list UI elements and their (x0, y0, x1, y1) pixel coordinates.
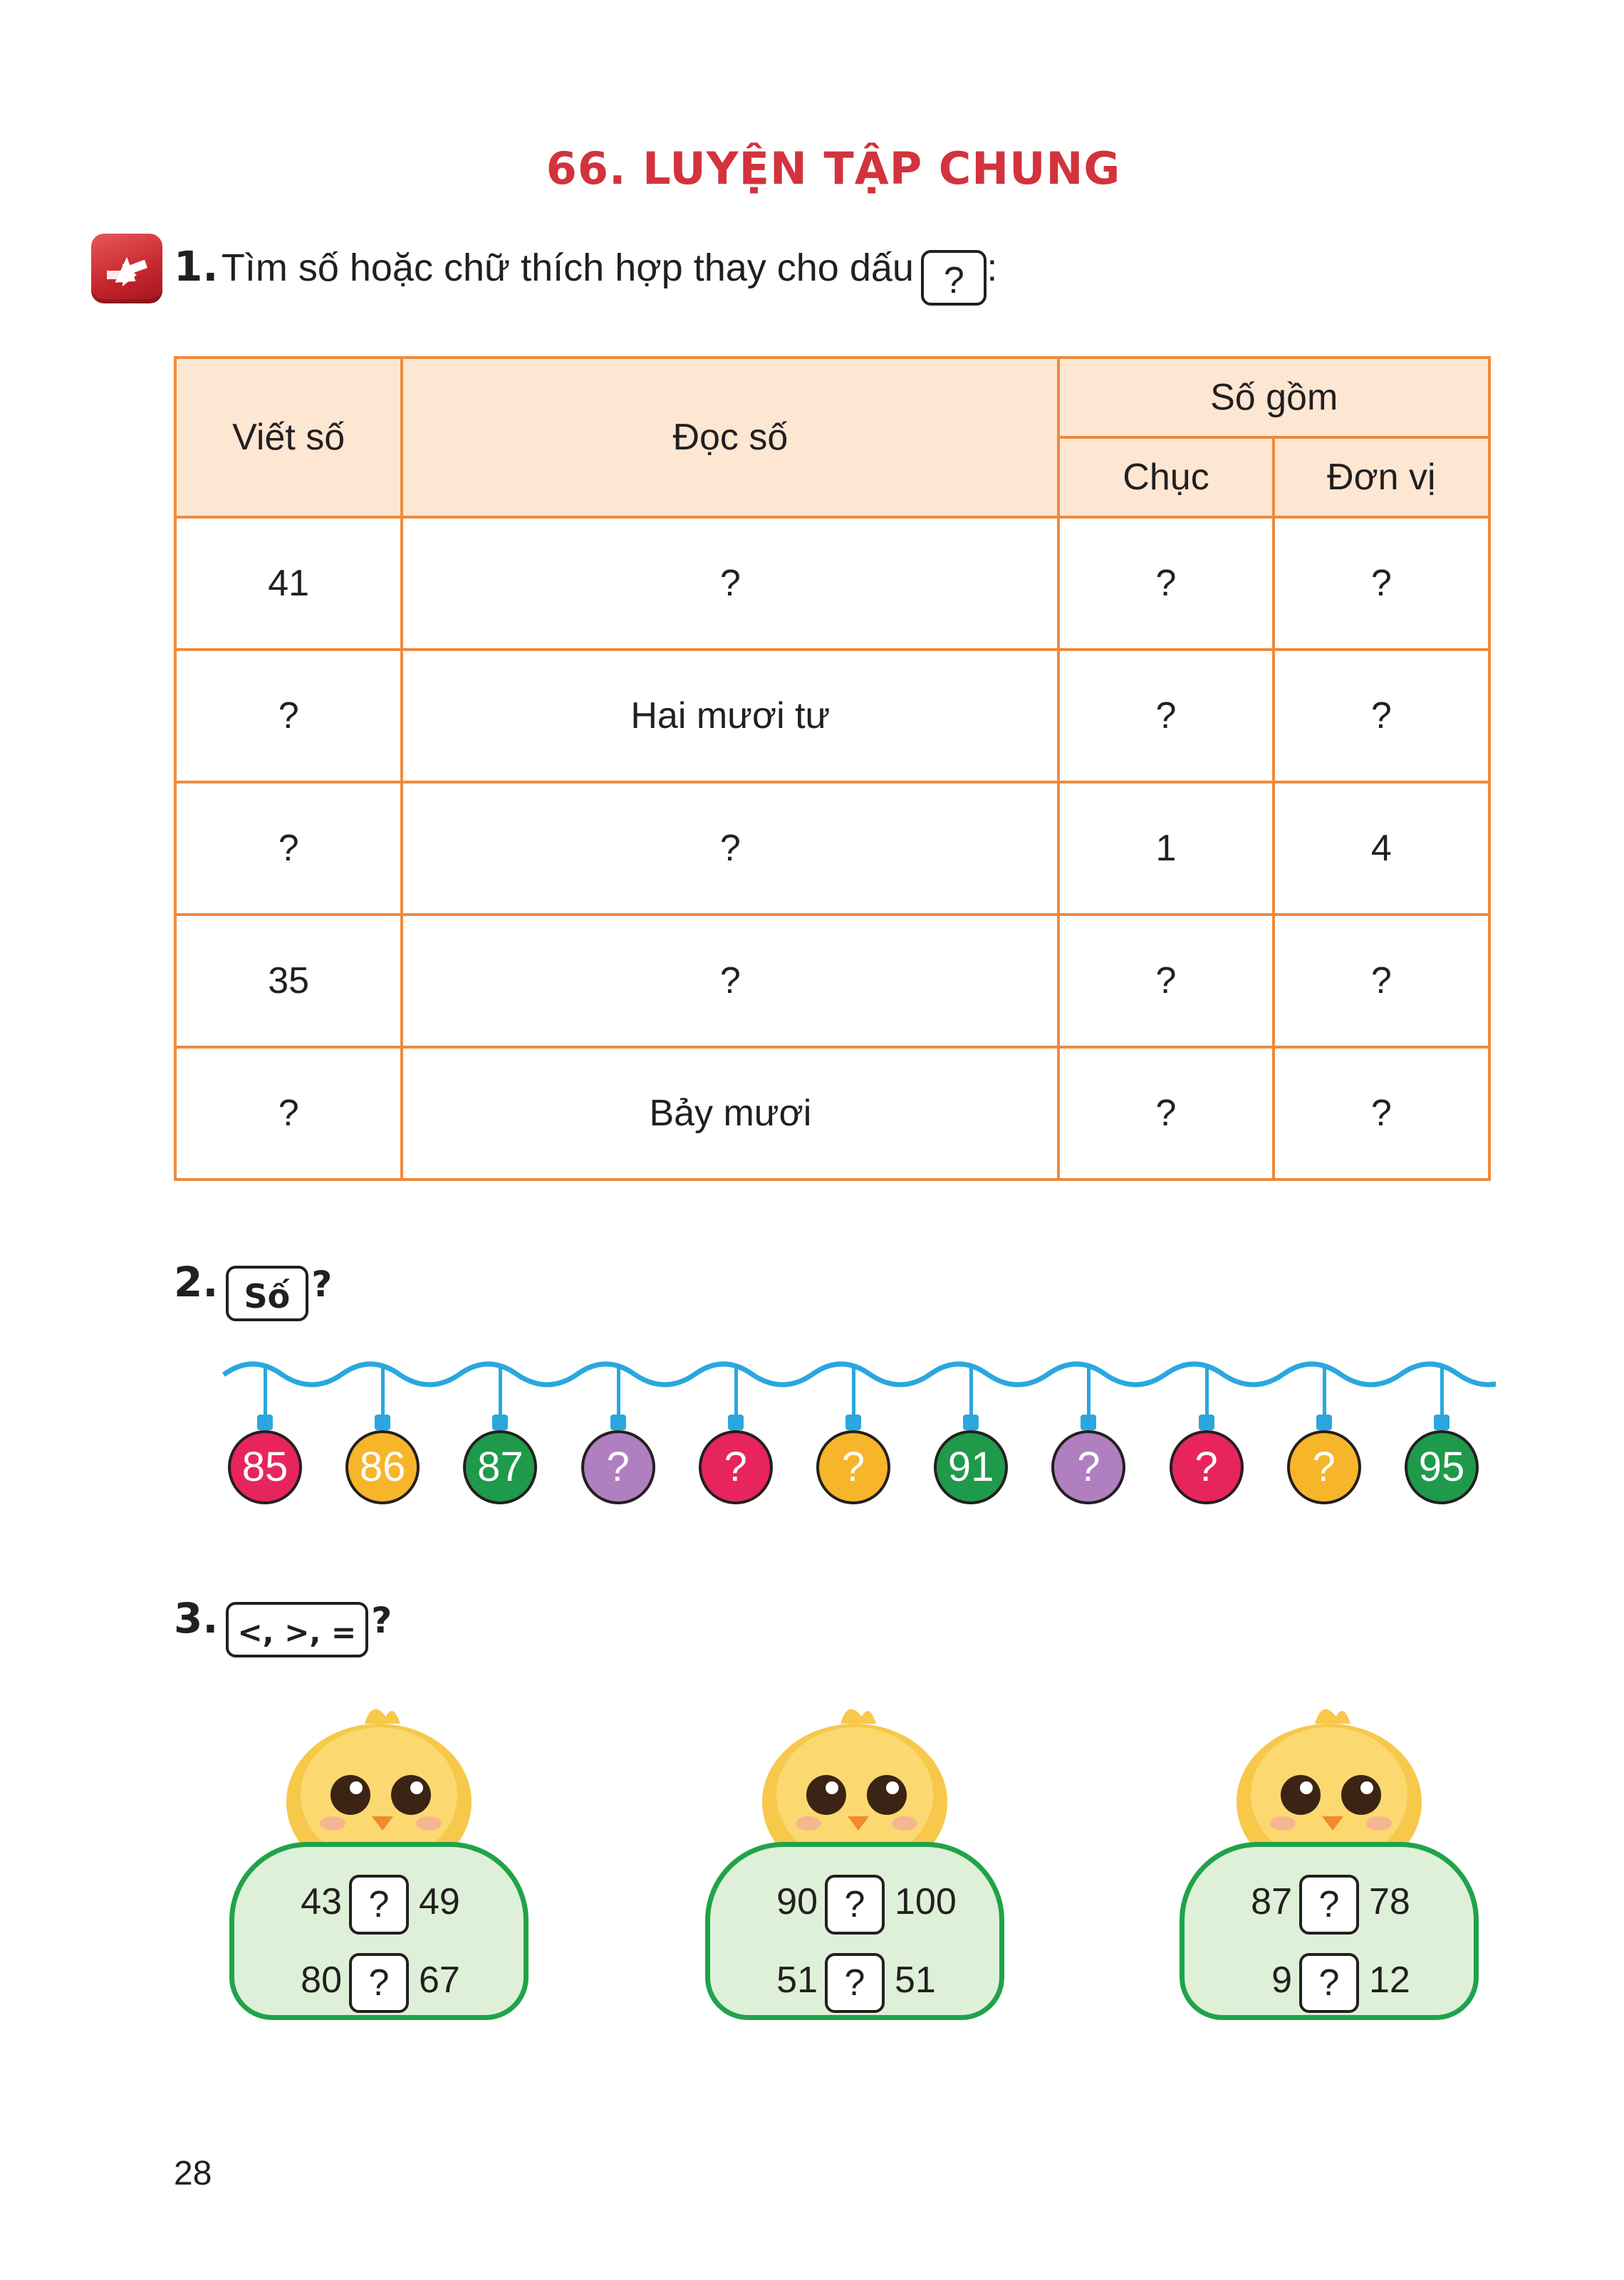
bulb-cap (257, 1415, 273, 1430)
header-so-gom: Số gồm (1058, 358, 1489, 437)
bulb-cap (1081, 1415, 1096, 1430)
header-don-vi: Đơn vị (1274, 437, 1489, 517)
compare-right-number: 67 (419, 1959, 460, 2001)
ornament-bulb: ? (581, 1430, 655, 1504)
ornament-bulb: 86 (345, 1430, 420, 1504)
exercise-3-header (174, 1594, 392, 1657)
compare-left-number: 90 (776, 1881, 818, 1922)
compare-left-number: 80 (301, 1959, 342, 2001)
bulb-wire (617, 1366, 620, 1419)
bulb-wire (1323, 1366, 1326, 1419)
table-cell: Bảy mươi (402, 1047, 1058, 1180)
bulb-cap (375, 1415, 390, 1430)
bulb-wire (1205, 1366, 1209, 1419)
table-cell: ? (402, 517, 1058, 650)
table-row (175, 650, 1489, 782)
chick-illustration (755, 1695, 954, 1866)
exercise-number: 1. (174, 242, 219, 291)
compare-right-number: 100 (895, 1881, 957, 1922)
bulb-cap (492, 1415, 508, 1430)
compare-answer-box[interactable]: ? (1299, 1875, 1359, 1935)
bulb-cap (728, 1415, 744, 1430)
bulb-cap (1434, 1415, 1449, 1430)
bulb-wire (1440, 1366, 1444, 1419)
exercise-number: 3. (174, 1594, 219, 1643)
table-row (175, 1047, 1489, 1180)
header-chuc: Chục (1058, 437, 1273, 517)
bulb-cap (1199, 1415, 1214, 1430)
compare-right-number: 12 (1369, 1959, 1410, 2001)
ornament-bulb: ? (1170, 1430, 1244, 1504)
page-number: 28 (174, 2155, 212, 2192)
compare-right-number: 78 (1369, 1881, 1410, 1922)
table-cell: ? (1058, 650, 1273, 782)
question-box: Số (226, 1266, 308, 1321)
exercise-icon (91, 234, 162, 303)
bulb-cap (1316, 1415, 1332, 1430)
compare-left-number: 51 (776, 1959, 818, 2001)
compare-answer-box[interactable]: ? (825, 1953, 885, 2013)
compare-answer-box[interactable]: ? (825, 1875, 885, 1935)
compare-right-number: 49 (419, 1881, 460, 1922)
exercise-2-header (174, 1258, 332, 1321)
bulb-wire (264, 1366, 267, 1419)
table-cell: Hai mươi tư (402, 650, 1058, 782)
table-cell: ? (175, 650, 402, 782)
table-cell: ? (1274, 915, 1489, 1047)
ornament-bulb: ? (1051, 1430, 1125, 1504)
table-cell: 41 (175, 517, 402, 650)
chick-illustration (1229, 1695, 1429, 1866)
header-viet-so: Viết số (175, 358, 402, 517)
compare-answer-box[interactable]: ? (1299, 1953, 1359, 2013)
question-mark: ? (371, 1600, 392, 1641)
exercise-number: 2. (174, 1258, 219, 1306)
bulb-wire (969, 1366, 973, 1419)
table-cell: ? (175, 1047, 402, 1180)
question-box: ? (921, 250, 987, 306)
ornament-bulb: ? (1287, 1430, 1361, 1504)
ornament-bulb: 87 (463, 1430, 537, 1504)
table-row (175, 915, 1489, 1047)
compare-left-number: 43 (301, 1881, 342, 1922)
page-title: 66. LUYỆN TẬP CHUNG (546, 142, 1121, 194)
table-cell: ? (1274, 517, 1489, 650)
compare-left-number: 9 (1271, 1959, 1292, 2001)
table-row (175, 517, 1489, 650)
table-cell: ? (402, 782, 1058, 915)
exercise-1-header (174, 242, 997, 306)
question-mark: ? (311, 1264, 333, 1305)
ornament-bulb: 91 (934, 1430, 1008, 1504)
bulb-wire (381, 1366, 385, 1419)
bulb-wire (734, 1366, 738, 1419)
compare-right-number: 51 (895, 1959, 936, 2001)
exercise-instruction: Tìm số hoặc chữ thích hợp thay cho dấu (221, 246, 914, 289)
ornament-bulb: 85 (228, 1430, 302, 1504)
chick-illustration (279, 1695, 479, 1866)
bulb-wire (1087, 1366, 1091, 1419)
ornament-bulb: 95 (1405, 1430, 1479, 1504)
compare-left-number: 87 (1251, 1881, 1292, 1922)
instruction-colon: : (987, 246, 998, 289)
table-cell: ? (1058, 1047, 1273, 1180)
question-box: <, >, = (226, 1602, 368, 1657)
ornament-bulb: ? (699, 1430, 773, 1504)
bulb-wire (499, 1366, 502, 1419)
bulb-cap (845, 1415, 861, 1430)
bulb-wire (852, 1366, 855, 1419)
bulb-cap (610, 1415, 626, 1430)
table-cell: ? (1058, 517, 1273, 650)
table-cell: ? (402, 915, 1058, 1047)
table-cell: 1 (1058, 782, 1273, 915)
table-row (175, 782, 1489, 915)
table-cell: ? (1274, 650, 1489, 782)
ornament-bulb: ? (816, 1430, 890, 1504)
table-cell: 35 (175, 915, 402, 1047)
number-table (174, 356, 1491, 1181)
compare-answer-box[interactable]: ? (349, 1953, 409, 2013)
header-doc-so: Đọc số (402, 358, 1058, 517)
table-cell: ? (1274, 1047, 1489, 1180)
table-cell: 4 (1274, 782, 1489, 915)
bulb-cap (963, 1415, 979, 1430)
compare-answer-box[interactable]: ? (349, 1875, 409, 1935)
table-cell: ? (175, 782, 402, 915)
table-cell: ? (1058, 915, 1273, 1047)
